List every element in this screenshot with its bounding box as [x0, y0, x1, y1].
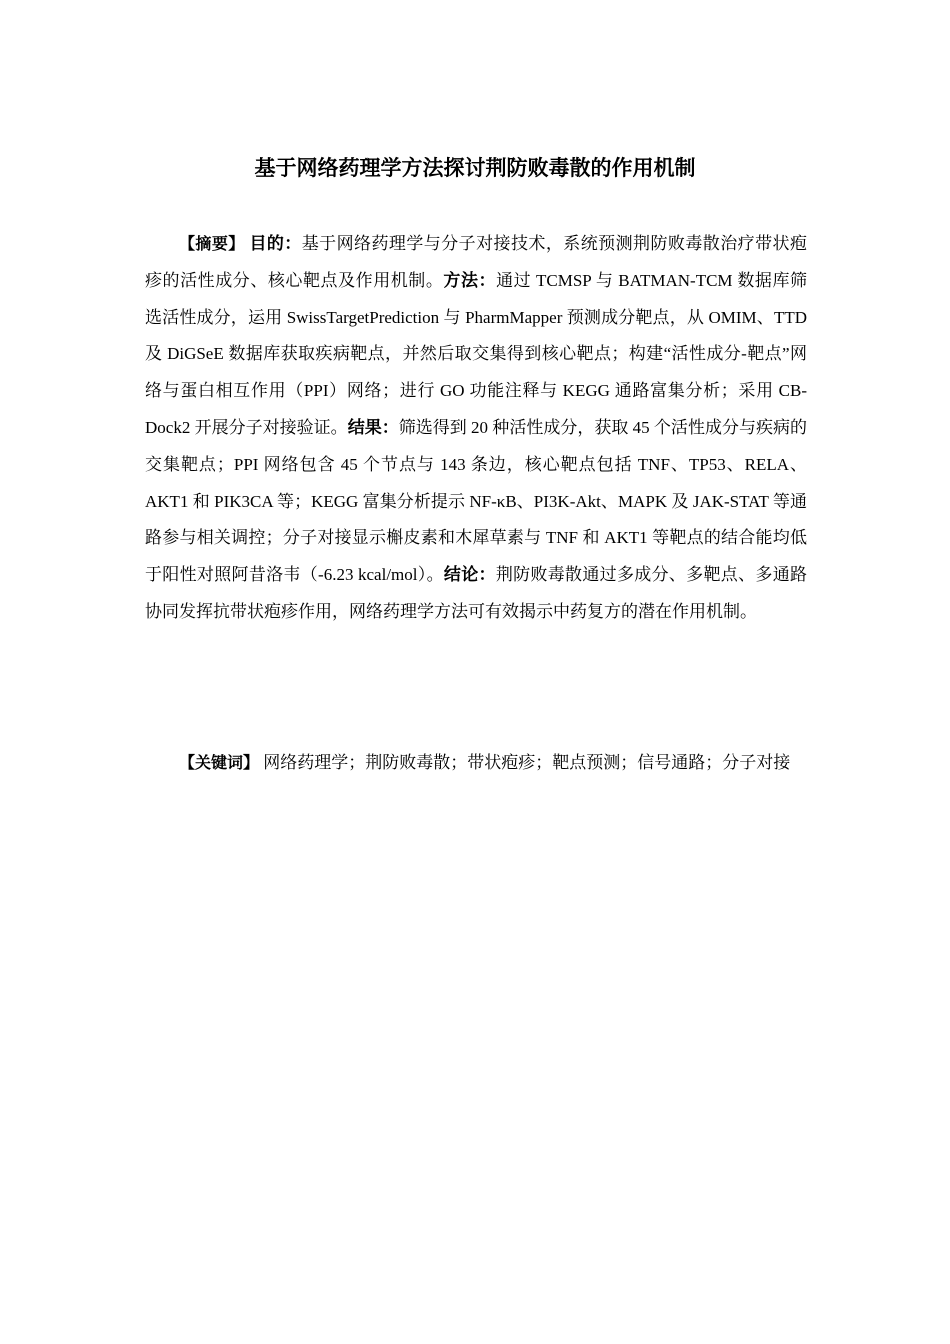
- conclusion-label: 结论：: [443, 565, 496, 585]
- objective-text: 基于网络药理学与分子对接技术，系统预测荆防败毒散治疗带状疱疹的活性成分、核心靶点及作用机制。: [145, 234, 807, 290]
- methods-label: 方法：: [443, 270, 497, 290]
- abstract-paragraph: [145, 226, 807, 631]
- keywords-label: 【关键词】: [179, 753, 260, 772]
- results-label: 结果：: [347, 417, 399, 437]
- keywords-paragraph: [145, 745, 807, 782]
- results-text: 筛选得到 20 种活性成分，获取 45 个活性成分与疾病的交集靶点；PPI 网络包含 45 个节点与 143 条边，核心靶点包括 TNF、TP53、RELA、AKT1 和 PIK3CA 等；KEGG 富集分析提示 NF-κB、PI3K-Akt、MAPK 及 JAK-STAT 等通路参与相关调控；分子对接显示槲皮素和木犀草素与 TNF 和 AKT1 等靶点的结合能均低于阳性对照阿昔洛韦（-6.23 kcal/mol）。: [145, 417, 808, 585]
- objective-label: 目的：: [249, 234, 302, 253]
- abstract-label: 【摘要】: [179, 234, 245, 253]
- conclusion-text: 荆防败毒散通过多成分、多靶点、多通路协同发挥抗带状疱疹作用，网络药理学方法可有效揭示中药复方的潜在作用机制。: [145, 565, 807, 621]
- keywords-text: 网络药理学；荆防败毒散；带状疱疹；靶点预测；信号通路；分子对接: [263, 753, 791, 772]
- paper-title: 基于网络药理学方法探讨荆防败毒散的作用机制: [254, 156, 696, 180]
- methods-text: 通过 TCMSP 与 BATMAN-TCM 数据库筛选活性成分，运用 SwissTargetPrediction 与 PharmMapper 预测成分靶点，从 OMIM、TTD 及 DiGSeE 数据库获取疾病靶点，并然后取交集得到核心靶点；构建“活性成分-靶点”网络与蛋白相互作用（PPI）网络；进行 GO 功能注释与 KEGG 通路富集分析；采用 CB-Dock2 开展分子对接验证。: [145, 270, 808, 437]
